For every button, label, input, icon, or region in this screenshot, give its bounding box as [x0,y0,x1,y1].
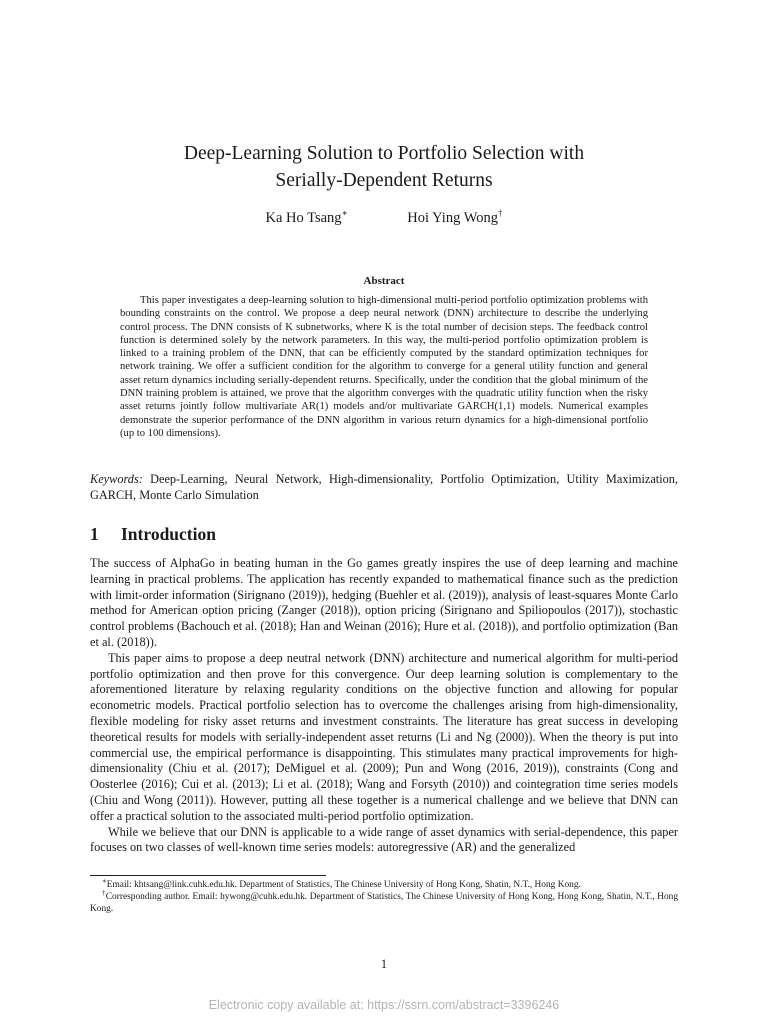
section-title: Introduction [121,524,216,544]
footnote-2-text: Corresponding author. Email: hywong@cuhk.edu.hk. Department of Statistics, The Chinese University of Hong Kong, Hong Kong, Shatin, N.T., Hong Kong. [90,892,679,915]
author-1 [266,210,348,227]
page-number: 1 [380,957,388,971]
footnote-2 [90,891,678,915]
footnote-1 [90,876,678,891]
title-line-1: Deep-Learning Solution to Portfolio Selection with [183,143,585,164]
footnote-2-mark: † [102,889,106,898]
body-paragraph-1: The success of AlphaGo in beating human in the Go games greatly inspires the use of deep learning and machine learning in practical problems. The application has recently expanded to mathematical finance such as the prediction with limit-order information (Sirignano (2019)), hedging (Buehler et al. (2019)), analysis of least-squares Monte Carlo method for American option pricing (Zanger (2018)), option pricing (Sirignano and Spiliopoulos (2017)), stochastic control problems (Bachouch et al. (2018); Han and Weinan (2016); Hure et al. (2018)), and portfolio optimization (Ban et al. (2018)). [90,556,678,649]
author-2-mark: † [497,208,503,219]
section-heading [90,524,216,545]
author-2 [407,210,502,227]
keywords-text: Deep-Learning, Neural Network, High-dimensionality, Portfolio Optimization, Utility Maximization, GARCH, Monte Carlo Simulation [90,472,678,502]
footnote-1-mark: ∗ [102,876,107,885]
body-paragraph-3: While we believe that our DNN is applicable to a wide range of asset dynamics with serial-dependence, this paper focuses on two classes of well-known time series models: autoregressive (AR) and the generalized [90,824,678,855]
footnote-rule [90,875,326,876]
author-2-name: Hoi Ying Wong [407,210,498,226]
author-1-mark: ∗ [341,208,348,219]
body-paragraph-2: This paper aims to propose a deep neutral network (DNN) architecture and numerical algorithm for multi-period portfolio optimization and then prove for this convergence. Our deep learning solution is complementary to the aforementioned literature by relaxing regularity conditions on the objective function and allowing for popular econometric models. Practical portfolio selection has to overcome the challenges arising from high-dimensionality, flexible modeling for risky asset returns and investment constraints. The literature has great success in developing theoretical results for models with serially-independent asset returns (Li and Ng (2000)). When the theory is put into commercial use, the empirical performance is disappointing. This stimulates many practical improvements for high-dimensionality (Chiu et al. (2017); DeMiguel et al. (2009); Pun and Wong (2016, 2019)), constraints (Cong and Oosterlee (2016); Cui et al. (2013); Li et al. (2018); Wang and Forsyth (2010)) and cointegration time series models (Chiu and Wong (2011)). However, putting all these together is a numerical challenge and we believe that DNN can offer a practical solution to the associated multi-period portfolio optimization. [90,650,678,823]
abstract-heading: Abstract [363,275,405,287]
introduction-body [90,556,678,856]
section-number: 1 [90,524,99,544]
keywords [90,471,678,503]
abstract-text: This paper investigates a deep-learning solution to high-dimensional multi-period portfolio optimization problems with bounding constraints on the control. We propose a deep neural network (DNN) architecture to describe the underlying control process. The DNN consists of K subnetworks, where K is the total number of decision steps. The feedback control function is determined solely by the network parameters. In this way, the multi-period portfolio optimization problem is linked to a training problem of the DNN, that can be efficiently computed by the standard optimization techniques for network training. We offer a sufficient condition for the algorithm to converge for a general utility function and general asset return dynamics including serially-dependent returns. Specifically, under the condition that the global minimum of the DNN training problem is attained, we prove that the algorithm converges with the quadratic utility function when the risky asset returns jointly follow multivariate AR(1) models and/or multivariate GARCH(1,1) models. Numerical examples demonstrate the superior performance of the DNN algorithm in various return dynamics for a high-dimensional portfolio (up to 100 dimensions). [120,295,648,439]
footnote-1-text: Email: khtsang@link.cuhk.edu.hk. Department of Statistics, The Chinese University of Hong Kong, Shatin, N.T., Hong Kong. [106,880,581,890]
author-1-name: Ka Ho Tsang [265,210,342,226]
title-line-2: Serially-Dependent Returns [275,170,493,191]
footnotes [90,876,679,916]
author-list [0,210,768,227]
ssrn-notice: Electronic copy available at: https://ssrn.com/abstract=3396246 [208,998,560,1012]
paper-title [90,140,678,194]
keywords-label: Keywords: [90,472,143,486]
